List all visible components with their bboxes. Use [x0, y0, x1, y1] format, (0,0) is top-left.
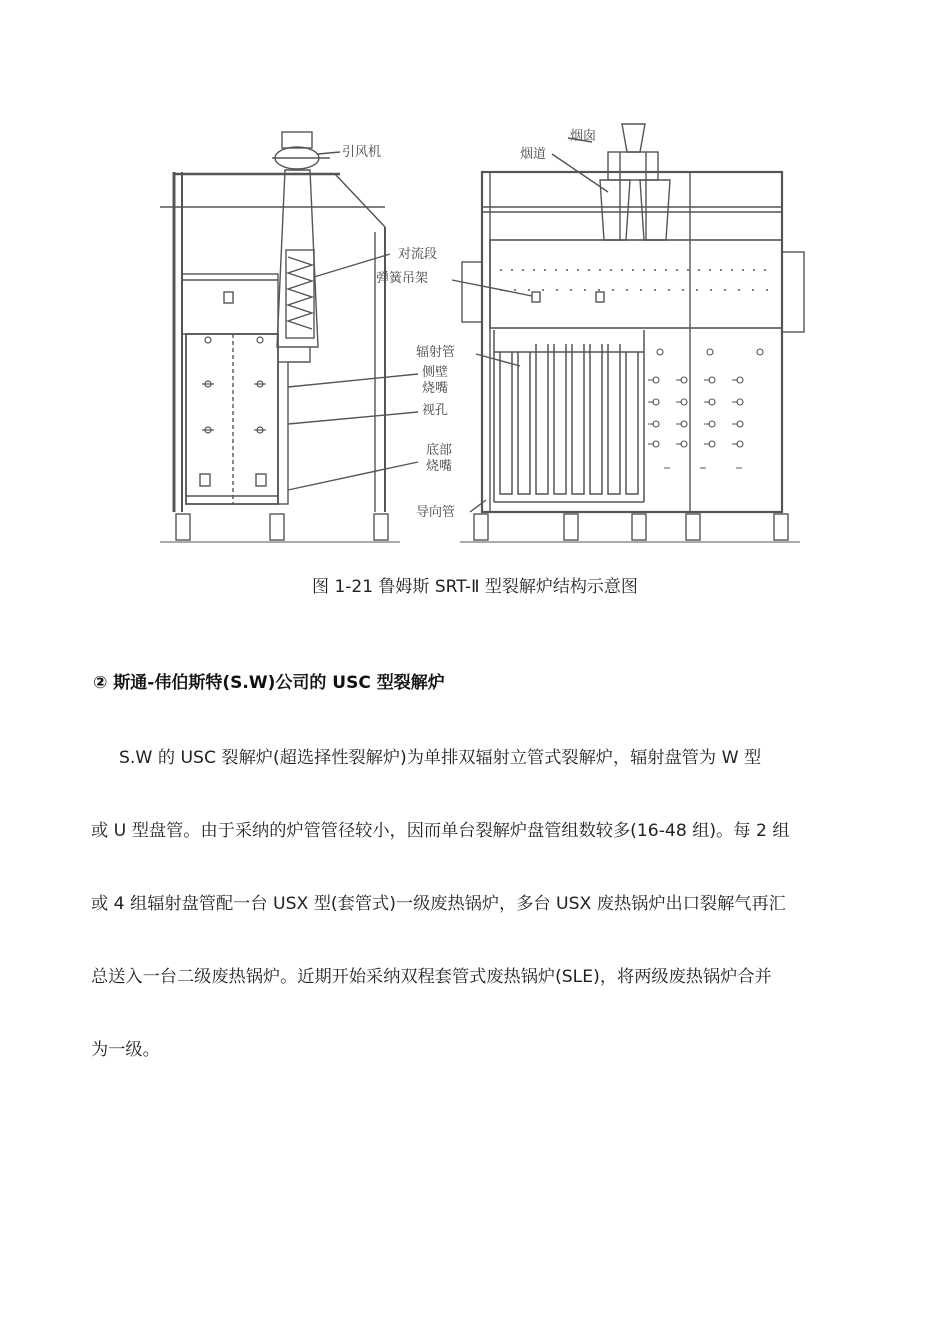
furnace-diagram: [160, 112, 816, 552]
label-sight-hole: 视孔: [422, 403, 449, 418]
label-radiant-tube: 辐射管: [416, 345, 456, 360]
label-spring-hanger: 弹簧吊架: [376, 271, 429, 286]
burner-grid: [648, 349, 763, 468]
paragraph-line: 为一级。: [91, 1040, 160, 1060]
figure-caption: 图 1-21 鲁姆斯 SRT-Ⅱ 型裂解炉结构示意图: [312, 577, 638, 597]
side-burner-markers: [202, 337, 266, 433]
label-side-wall-burner-1: 侧壁: [422, 365, 449, 380]
section-heading: ② 斯通-伟伯斯特(S.W)公司的 USC 型裂解炉: [93, 673, 445, 693]
label-convection-section: 对流段: [398, 247, 438, 262]
label-induced-fan: 引风机: [342, 145, 382, 160]
label-guide-tube: 导向管: [416, 505, 456, 520]
paragraph-line: 或 4 组辐射盘管配一台 USX 型(套管式)一级废热锅炉，多台 USX 废热锅炉出口裂解气再汇: [91, 894, 786, 914]
radiant-coils: [494, 330, 644, 502]
label-bottom-burner-1: 底部: [426, 443, 453, 458]
section-paragraph: [91, 722, 861, 1087]
front-elevation-view: [452, 124, 804, 542]
side-elevation-view: [160, 132, 418, 542]
paragraph-line: 总送入一台二级废热锅炉。近期开始采纳双程套管式废热锅炉(SLE)，将两级废热锅炉合并: [91, 967, 772, 987]
label-chimney: 烟囱: [570, 129, 597, 144]
paragraph-line: S.W 的 USC 裂解炉(超选择性裂解炉)为单排双辐射立管式裂解炉，辐射盘管为 W 型: [119, 748, 762, 768]
label-flue: 烟道: [520, 147, 547, 162]
label-side-wall-burner-2: 烧嘴: [422, 381, 449, 396]
label-bottom-burner-2: 烧嘴: [426, 459, 453, 474]
paragraph-line: 或 U 型盘管。由于采纳的炉管管径较小，因而单台裂解炉盘管组数较多(16-48 组)。每 2 组: [91, 821, 790, 841]
